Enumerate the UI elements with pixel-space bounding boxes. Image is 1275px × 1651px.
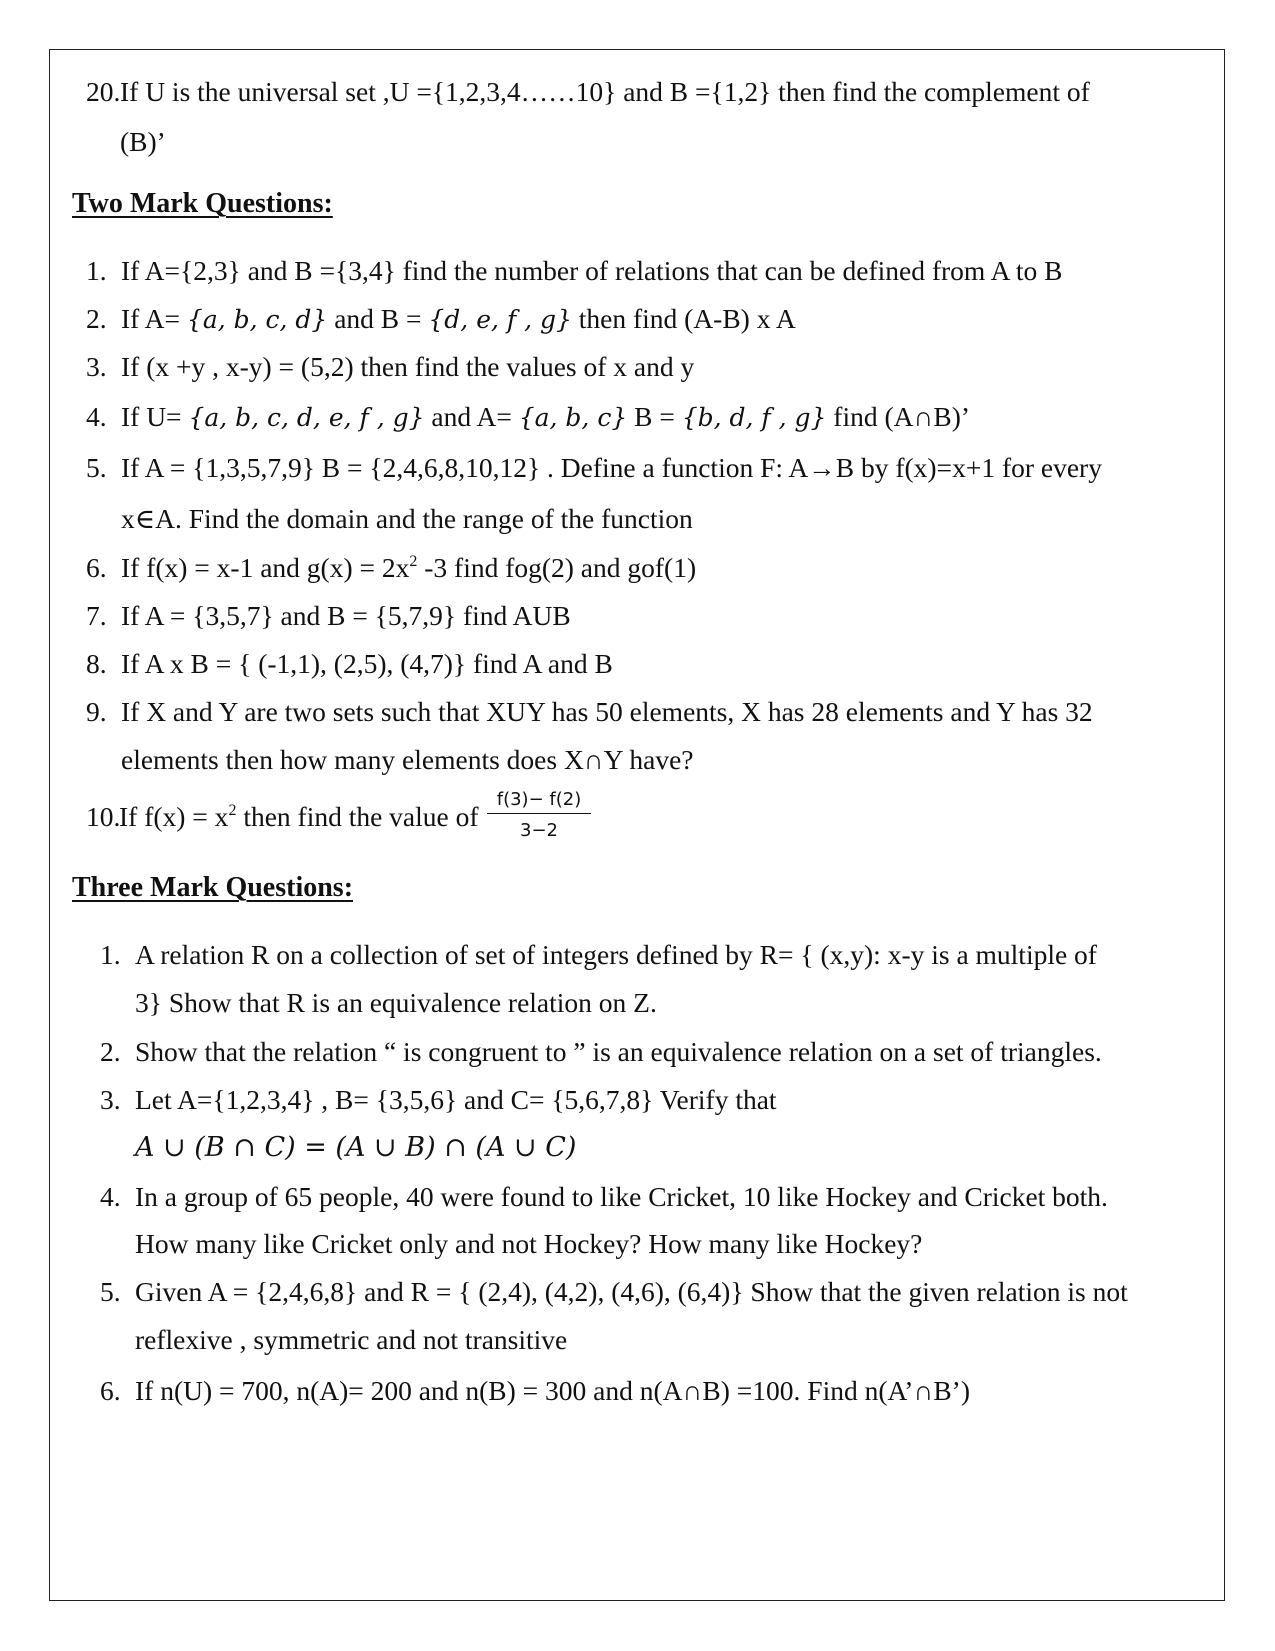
question-text-continued: x∈A. Find the domain and the range of the function [121, 503, 693, 534]
question-text: Show that the relation “ is congruent to ” is an equivalence relation on a set of triangles. [135, 1036, 1102, 1067]
question-text: If U is the universal set ,U ={1,2,3,4……10} and B ={1,2} then find the complement of [120, 76, 1090, 107]
section-heading-three-mark: Three Mark Questions: [72, 872, 354, 903]
question-text: A relation R on a collection of set of integers defined by R= { (x,y): x-y is a multiple of [135, 939, 1097, 970]
question-number: 7. [86, 600, 107, 631]
question-text: Let A={1,2,3,4} , B= {3,5,6} and C= {5,6,7,8} Verify that [135, 1084, 777, 1115]
section-heading-two-mark: Two Mark Questions: [72, 188, 333, 219]
question-text: If A={2,3} and B ={3,4} find the number of relations that can be defined from A to B [121, 255, 1063, 286]
fraction [487, 789, 591, 841]
question-text: If A= {a, b, c, d} and B = {d, e, f , g} then find (A-B) x A [121, 303, 796, 334]
question-text: Given A = {2,4,6,8} and R = { (2,4), (4,2), (4,6), (6,4)} Show that the given relation is not [135, 1276, 1128, 1307]
question-text-continued: reflexive , symmetric and not transitive [135, 1324, 568, 1355]
question-text: If U= {a, b, c, d, e, f , g} and A= {a, b, c} B = {b, d, f , g} find (A∩B)’ [121, 401, 971, 432]
question-number: 2. [86, 303, 107, 334]
question-number: 10. [86, 801, 121, 832]
question-number: 1. [86, 255, 107, 286]
question-text-continued: 3} Show that R is an equivalence relation on Z. [135, 987, 657, 1018]
question-number: 1. [100, 939, 121, 970]
question-text: If A = {1,3,5,7,9} B = {2,4,6,8,10,12} . Define a function F: A→B by f(x)=x+1 for every [121, 452, 1102, 483]
question-text: If $f(x) = x^2$ then find the value of [119, 801, 479, 832]
question-number: 8. [86, 648, 107, 679]
question-number: 20. [86, 76, 121, 107]
question-number: 2. [100, 1036, 121, 1067]
question-text-continued: elements then how many elements does X∩Y have? [121, 744, 694, 775]
question-text: If f(x) = x-1 and $g(x) = 2x^2$ -3 find fog(2) and gof(1) [121, 552, 697, 583]
question-number: 6. [86, 552, 107, 583]
question-text-continued: (B)’ [120, 126, 166, 157]
set-identity-equation: A ∪ (B ∩ C) = (A ∪ B) ∩ (A ∪ C) [135, 1132, 577, 1163]
question-text: If A = {3,5,7} and B = {5,7,9} find AUB [121, 600, 571, 631]
question-text: If X and Y are two sets such that XUY has 50 elements, X has 28 elements and Y has 32 [121, 696, 1093, 727]
question-text-continued: How many like Cricket only and not Hockey? How many like Hockey? [135, 1228, 923, 1259]
question-text: If (x +y , x-y) = (5,2) then find the values of x and y [121, 351, 695, 382]
question-number: 5. [86, 452, 107, 483]
question-number: 6. [100, 1375, 121, 1406]
question-text: In a group of 65 people, 40 were found to like Cricket, 10 like Hockey and Cricket both. [135, 1181, 1108, 1212]
question-number: 3. [100, 1084, 121, 1115]
question-number: 4. [86, 401, 107, 432]
question-text: If A x B = { (-1,1), (2,5), (4,7)} find A and B [121, 648, 613, 679]
question-number: 3. [86, 351, 107, 382]
question-text: If n(U) = 700, n(A)= 200 and n(B) = 300 and n(A∩B) =100. Find n(A’∩B’) [135, 1375, 970, 1406]
fraction-denominator: 3−2 [520, 820, 558, 841]
question-number: 5. [100, 1276, 121, 1307]
question-number: 4. [100, 1181, 121, 1212]
fraction-numerator: f(3)− f(2) [487, 789, 591, 814]
question-number: 9. [86, 696, 107, 727]
